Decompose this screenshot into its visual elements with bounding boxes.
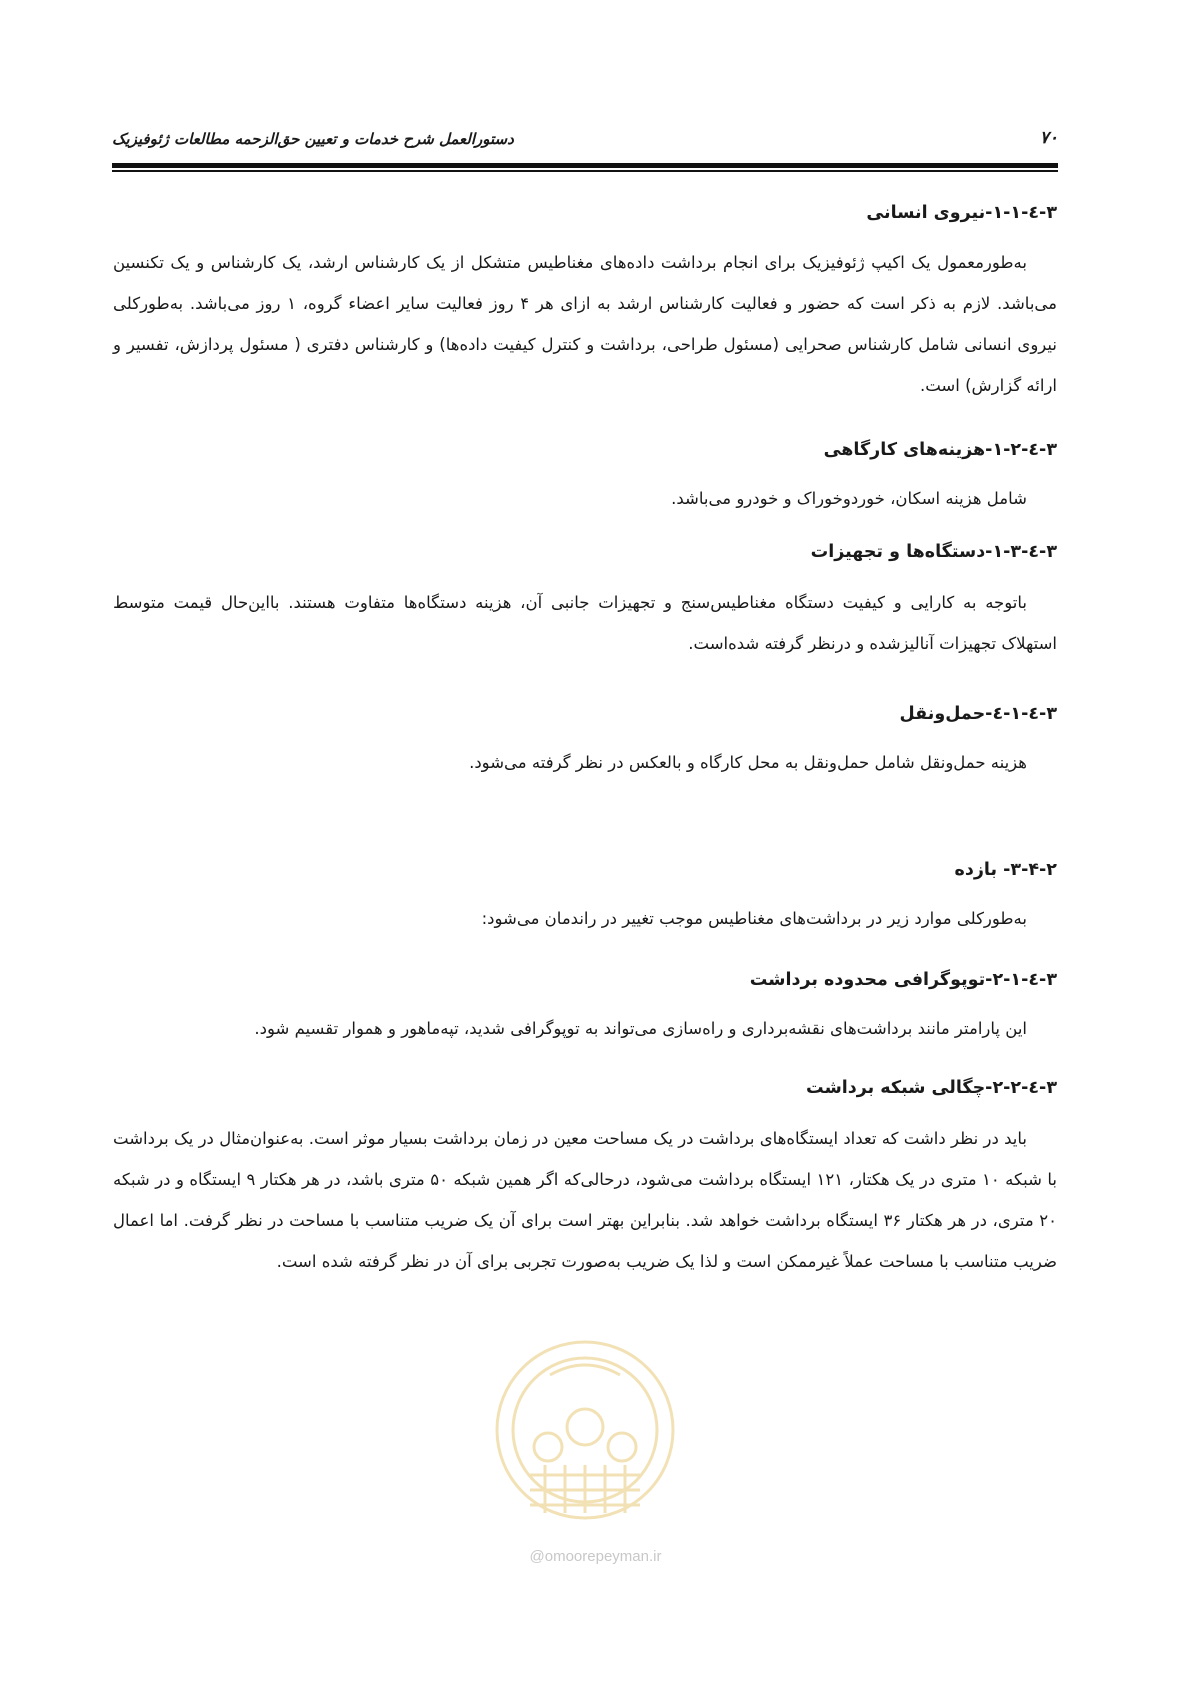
section-body: باید در نظر داشت که تعداد ایستگاه‌های برداشت در یک مساحت معین در زمان برداشت بسیار موثر است. به‌عنوان‌مثال در یک برداشت با شبکه ۱۰ متری در یک هکتار، ۱۲۱ ایستگاه برداشت می‌شود، درحالی‌که اگر همین شبکه ۵۰ متری باشد، در هر هکتار ۹ ایستگاه و در شبکه ۲۰ متری، در هر هکتار ۳۶ ایستگاه برداشت خواهد شد. بنابراین بهتر است برای آن یک ضریب متناسب با مساحت در نظر گرفت. اما اعمال ضریب متناسب با مساحت عملاً غیرممکن است و لذا یک ضریب به‌صورت تجربی برای آن در نظر گرفته شده است. [113,1129,1057,1271]
watermark-url: @omoorepeyman.ir [529,1548,662,1565]
section-body: شامل هزینه اسکان، خوردوخوراک و خودرو می‌باشد. [671,489,1027,508]
section-body: باتوجه به کارایی و کیفیت دستگاه مغناطیس‌سنج و تجهیزات جانبی آن، هزینه دستگاه‌ها متفاوت هستند. بااین‌حال قیمت متوسط استهلاک تجهیزات آنالیزشده و درنظر گرفته شده‌است. [113,593,1057,653]
section-body: هزینه حمل‌ونقل شامل حمل‌ونقل به محل کارگاه و بالعکس در نظر گرفته می‌شود. [469,753,1027,772]
section-heading: ۳-۴-۲- بازده [954,860,1057,880]
section-heading: ۳-٤-۱-٤-حمل‌ونقل [899,704,1057,724]
section-heading: ۳-٤-۱-۲-هزینه‌های کارگاهی [823,440,1057,460]
header-rule-thin [112,170,1058,172]
page-header [112,128,1058,160]
section-body: به‌طورمعمول یک اکیپ ژئوفیزیک برای انجام برداشت داده‌های مغناطیس متشکل از یک کارشناس ارشد، یک کارشناس و یک تکنسین می‌باشد. لازم به ذکر است که حضور و فعالیت کارشناس ارشد به ازای هر ۴ روز فعالیت سایر اعضاء گروه، ۱ روز می‌باشد. به‌طورکلی نیروی انسانی شامل کارشناس صحرایی (مسئول طراحی، برداشت و کنترل کیفیت داده‌ها) و کارشناس دفتری ( مسئول پردازش، تفسیر و ارائه گزارش) است. [113,253,1057,395]
page-number: ۷۰ [1039,128,1058,148]
header-rule-thick [112,163,1058,168]
watermark-seal-icon [490,1335,680,1525]
section-heading: ۳-٤-۱-۱-نیروی انسانی [866,203,1057,223]
section-heading: ۳-٤-۲-۲-چگالی شبکه برداشت [806,1078,1057,1098]
section-body: این پارامتر مانند برداشت‌های نقشه‌برداری و راه‌سازی می‌تواند به توپوگرافی شدید، تپه‌ماهور و هموار تقسیم شود. [254,1019,1027,1038]
section-heading: ۳-٤-۱-۳-دستگاه‌ها و تجهیزات [810,542,1057,562]
section-heading: ۳-٤-۲-۱-توپوگرافی محدوده برداشت [749,970,1057,990]
running-title: دستورالعمل شرح خدمات و تعیین حق‌الزحمه مطالعات ژئوفیزیک [112,130,514,148]
section-body: به‌طورکلی موارد زیر در برداشت‌های مغناطیس موجب تغییر در راندمان می‌شود: [481,909,1027,928]
